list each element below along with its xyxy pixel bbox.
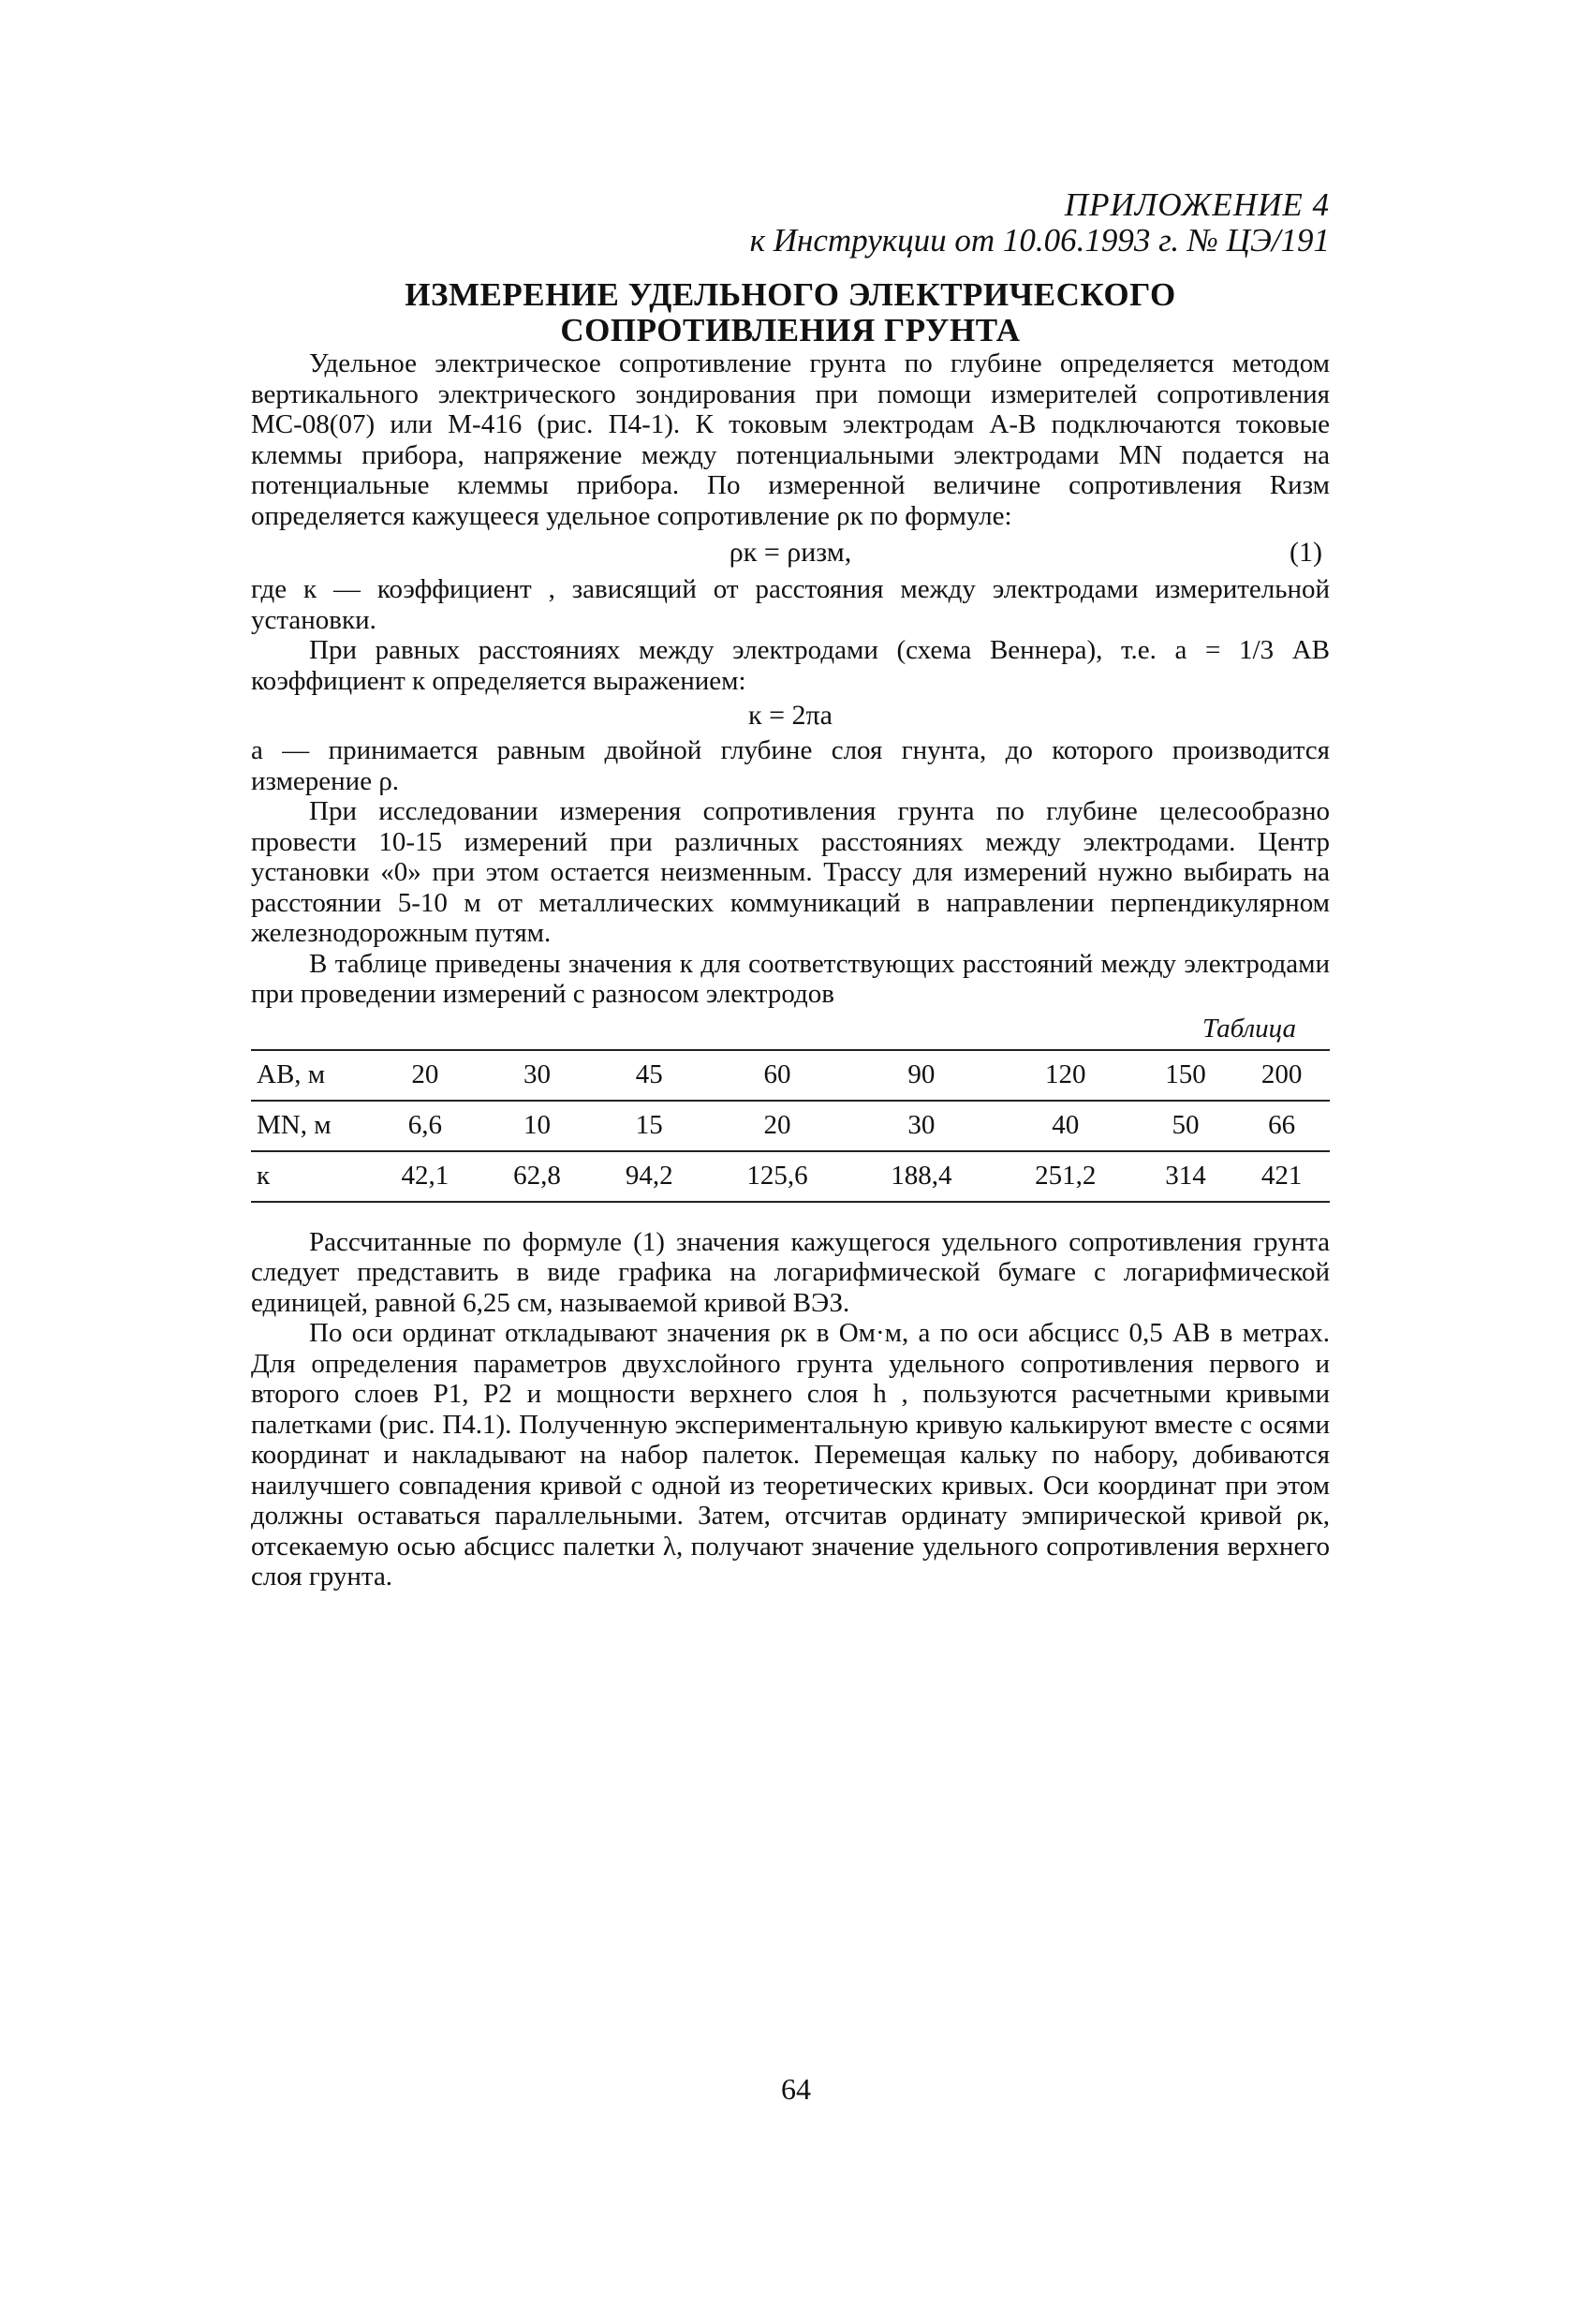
table-cell: 188,4 [891,1161,952,1191]
paragraph-graph: Рассчитанные по формуле (1) значения кажущегося удельного сопротивления грунта следует представить в виде графика на логарифмической бумаге с логарифмической единицей, равной 6,25 см, называемой кривой ВЭЗ. [251,1226,1330,1318]
paragraph-intro: Удельное электрическое сопротивление грунта по глубине определяется методом вертикального электрического зондирования при помощи измерителей сопротивления МС-08(07) или М-416 (рис. П4-1). К токовым электродам А-В подключаются токовые клеммы прибора, напряжение между потенциальными электродами MN подается на потенциальные клеммы прибора. По измеренной величине сопротивления Rизм определяется кажущееся удельное сопротивление ρк по формуле: [251,348,1330,531]
document-page [251,187,1330,1592]
paragraph-coefficient: где к — коэффициент , зависящий от расстояния между электродами измерительной установки. [251,574,1330,635]
paragraph-palettes: По оси ординат откладывают значения ρк в Ом·м, а по оси абсцисс 0,5 АВ в метрах. Для определения параметров двухслойного грунта удельного сопротивления первого и второго слоев Р1, Р2 и мощности верхнего слоя h , пользуются расчетными кривыми палетками (рис. П4.1). Полученную экспериментальную кривую калькируют вместе с осями координат и накладывают на набор палеток. Перемещая кальку по набору, добиваются наилучшего совпадения кривой с одной из теоретических кривых. Оси координат при этом должны оставаться параллельными. Затем, отсчитав ординату эмпирической кривой ρк, отсекаемую осью абсцисс палетки λ, получают значение удельного сопротивления верхнего слоя грунта. [251,1318,1330,1591]
table-cell: 50 [1172,1110,1200,1140]
formula-2: к = 2πа [748,700,833,731]
title-line-1: ИЗМЕРЕНИЕ УДЕЛЬНОГО ЭЛЕКТРИЧЕСКОГО [405,276,1176,313]
paragraph-depth: а — принимается равным двойной глубине слоя гнунта, до которого производится измерение ρ. [251,735,1330,796]
document-title [251,277,1330,348]
table-cell: 60 [763,1059,791,1089]
table-cell: 30 [523,1059,552,1089]
table-caption: Таблица [1202,1013,1296,1044]
title-line-2: СОПРОТИВЛЕНИЯ ГРУНТА [560,312,1021,348]
table-row [251,1151,1330,1202]
paragraph-table-intro: В таблице приведены значения к для соответствующих расстояний между электродами при проведении измерений с разносом электродов [251,948,1330,1009]
table-cell: 30 [907,1110,936,1140]
table-cell: 90 [907,1059,936,1089]
table-cell: 20 [763,1110,791,1140]
table-cell: 314 [1165,1161,1206,1191]
table-cell: 120 [1045,1059,1086,1089]
table-cell: 10 [523,1110,552,1140]
formula-1 [251,531,1330,574]
page-number: 64 [781,2072,811,2106]
appendix-label: ПРИЛОЖЕНИЕ 4 [1064,186,1330,223]
table-cell: 94,2 [625,1161,673,1191]
table-cell: 20 [411,1059,439,1089]
formula-1-number: (1) [1290,537,1322,568]
appendix-reference: к Инструкции от 10.06.1993 г. № ЦЭ/191 [749,222,1330,259]
table-cell: 45 [635,1059,663,1089]
table-cell: 125,6 [746,1161,808,1191]
coefficient-table [251,1049,1330,1203]
formula-1-expression: ρк = ρизм, [729,537,852,568]
table-cell: 251,2 [1035,1161,1097,1191]
table-cell: 421 [1260,1161,1303,1191]
table-cell: 62,8 [513,1161,561,1191]
paragraph-wenner: При равных расстояниях между электродами (схема Веннера), т.е. а = 1/3 АВ коэффициент к определяется выражением: [251,635,1330,696]
table-row-label: АВ, м [257,1059,326,1089]
table-cell: 66 [1268,1110,1296,1140]
table-row-label: MN, м [257,1110,332,1140]
table-cell: 6,6 [407,1110,442,1140]
table-cell: 15 [635,1110,663,1140]
table-row-label: к [257,1161,271,1191]
paragraph-measurements: При исследовании измерения сопротивления грунта по глубине целесообразно провести 10-15 измерений при различных расстояниях между электродами. Центр установки «0» при этом остается неизменным. Трассу для измерений нужно выбирать на расстоянии 5-10 м от металлических коммуникаций в направлении перпендикулярном железнодорожным путям. [251,796,1330,948]
table-cell: 40 [1052,1110,1080,1140]
appendix-header [251,187,1330,259]
table-cell: 42,1 [401,1161,450,1191]
table-cell: 200 [1260,1059,1303,1089]
table-row [251,1050,1330,1101]
table-row [251,1101,1330,1151]
table-cell: 150 [1165,1059,1206,1089]
